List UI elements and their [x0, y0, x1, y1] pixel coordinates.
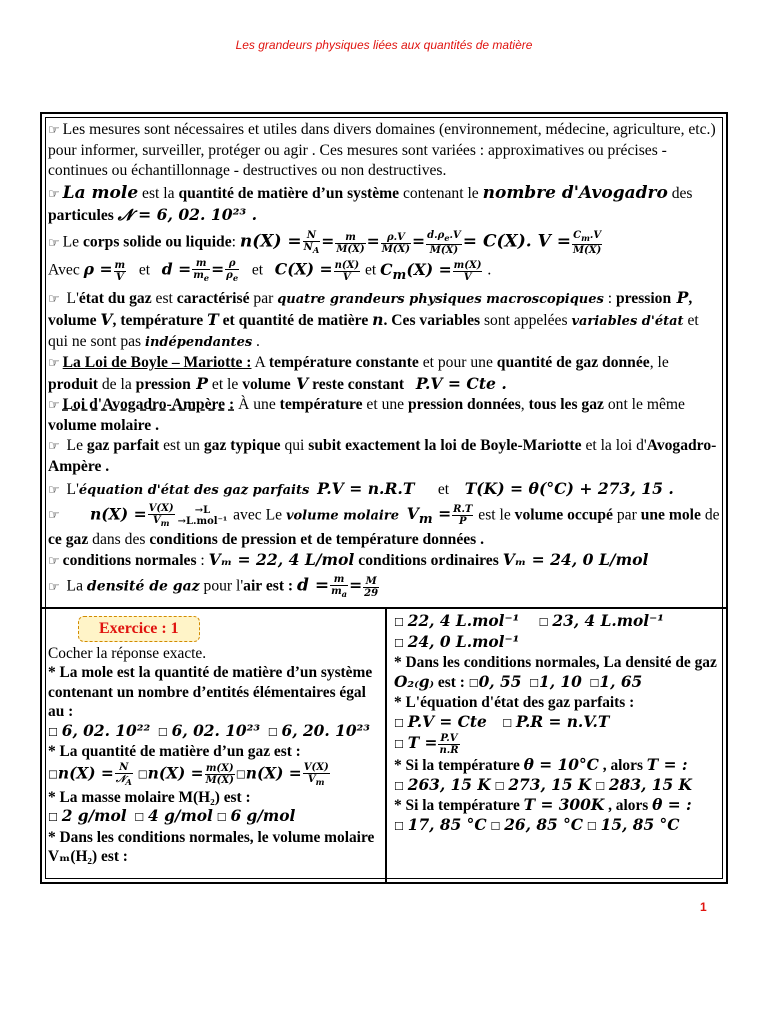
question-3-options: ☐ 2 g/mol ☐ 4 g/mol ☐ 6 g/mol: [48, 807, 296, 825]
exercise-instruction: Cocher la réponse exacte.: [48, 644, 207, 662]
checkbox-icon[interactable]: ☐: [468, 676, 479, 690]
checkbox-icon[interactable]: ☐: [137, 768, 148, 782]
paragraph-boyle-mariotte: ☞ La Loi de Boyle – Mariotte : A température constante et pour une quantité de gaz donnée, le produit de la pression P et le volume V reste constant P.V = Cte .: [48, 353, 669, 393]
question-8-options: ☐ 17, 85 °C ☐ 26, 85 °C ☐ 15, 85 °C: [394, 815, 680, 834]
exercise-right-column: [394, 612, 724, 836]
question-4: * Dans les conditions normales, le volume molaire Vₘ(H₂) est :: [48, 828, 375, 865]
checkbox-icon[interactable]: ☐: [134, 811, 145, 824]
paragraph-ideal-gas: ☞ Le gaz parfait est un gaz typique qui subit exactement la loi de Boyle-Mariotte et la loi d'Avogadro-Ampère .: [48, 436, 717, 475]
question-3: * La masse molaire M(H₂) est :: [48, 788, 251, 806]
hand-pointer-icon: ☞: [48, 291, 60, 307]
question-7-options: ☐ 263, 15 K ☐ 273, 15 K ☐ 283, 15 K: [394, 775, 692, 794]
checkbox-icon[interactable]: ☐: [394, 616, 404, 629]
checkbox-icon[interactable]: ☐: [394, 779, 404, 793]
paragraph-gas-state: ☞ L'état du gaz est caractérisé par quatre grandeurs physiques macroscopiques : pression P, volume V, température T et quantité de matière n. Ces variables sont appelées variables d'état et qui ne sont pas indépendantes .: [48, 287, 699, 350]
hand-pointer-icon: ☞: [48, 438, 60, 454]
question-1: * La mole est la quantité de matière d’un système contenant un nombre d’entités élémentaires égal au :: [48, 664, 373, 720]
page-number: 1: [700, 900, 707, 914]
question-5: * Dans les conditions normales, La densité de gaz O₂₍g₎ est : ☐0, 55 ☐1, 10 ☐1, 65: [394, 654, 717, 691]
question-8: * Si la température T = 300K , alors θ = :: [394, 796, 692, 814]
exercise-left-column: [48, 612, 380, 867]
checkbox-icon[interactable]: ☐: [394, 738, 404, 752]
paragraph-density: ☞ La densité de gaz pour l'air est : d = $\frac{m}{m_a}$ = $\frac{M}{29}$: [48, 574, 379, 600]
paragraph-measures: ☞ Les mesures sont nécessaires et utiles dans divers domaines (environnement, médecine, agriculture, etc.) pour informer, surveiller, protéger ou agir . Ces mesures sont variées : approximatives ou précises - continues ou échantillonnage - destructives ou non destructives.: [48, 121, 716, 179]
checkbox-icon[interactable]: ☐: [235, 768, 246, 782]
hand-pointer-icon: ☞: [48, 482, 60, 498]
checkbox-icon[interactable]: ☐: [48, 768, 58, 782]
question-6-options-a: ☐ P.V = Cte ☐ P.R = n.V.T: [394, 712, 610, 731]
checkbox-icon[interactable]: ☐: [589, 676, 600, 690]
checkbox-icon[interactable]: ☐: [48, 811, 58, 824]
hand-pointer-icon: ☞: [48, 355, 60, 371]
paragraph-conditions: ☞ conditions normales : Vₘ = 22, 4 L/mol conditions ordinaires Vₘ = 24, 0 L/mol: [48, 550, 649, 570]
question-4-options-b: ☐ 24, 0 L.mol⁻¹: [394, 632, 520, 651]
content-frame: [40, 112, 728, 884]
question-1-options: ☐ 6, 02. 10²² ☐ 6, 02. 10²³ ☐ 6, 20. 10²³: [48, 721, 371, 740]
paragraph-state-equation: ☞ L'équation d'état des gaz parfaits P.V = n.R.T et T(K) = θ(°C) + 273, 15 .: [48, 478, 674, 498]
checkbox-icon[interactable]: ☐: [394, 819, 404, 833]
page-header: Les grandeurs physiques liées aux quantités de matière: [235, 38, 533, 52]
checkbox-icon[interactable]: ☐: [48, 725, 58, 739]
checkbox-icon[interactable]: ☐: [490, 819, 501, 833]
hand-pointer-icon: ☞: [48, 508, 60, 524]
hand-pointer-icon: ☞: [48, 579, 60, 595]
hand-pointer-icon: ☞: [48, 187, 60, 202]
checkbox-icon[interactable]: ☐: [494, 779, 505, 793]
checkbox-icon[interactable]: ☐: [267, 725, 278, 739]
checkbox-icon[interactable]: ☐: [394, 636, 404, 650]
hand-pointer-icon: ☞: [48, 235, 60, 251]
paragraph-avogadro-ampere: ☞ Loi d'Avogadro-Ampère : À une température et une pression données, tous les gaz ont le même volume molaire .: [48, 395, 685, 434]
checkbox-icon[interactable]: ☐: [502, 716, 513, 730]
course-summary: [48, 120, 720, 600]
paragraph-avec: Avec ρ = $\frac{m}{V}$ et d = $\frac{m}{m_e}$ = $\frac{\rho}{\rho_e}$ et C(X) = $\frac{n(X)}{V}$ et $C_m(X)$ = $\frac{m(X)}{V}$ .: [48, 258, 492, 283]
hand-pointer-icon: ☞: [48, 554, 60, 570]
checkbox-icon[interactable]: ☐: [157, 725, 168, 739]
question-6: * L'équation d'état des gaz parfaits :: [394, 694, 635, 711]
checkbox-icon[interactable]: ☐: [595, 779, 606, 793]
checkbox-icon[interactable]: ☐: [394, 716, 404, 730]
checkbox-icon[interactable]: ☐: [538, 616, 549, 629]
section-divider: [42, 607, 726, 609]
paragraph-mole: ☞ La mole est la quantité de matière d’un système contenant le nombre d'Avogadro des particules 𝓝 = 6, 02. 10²³ .: [48, 183, 693, 224]
question-4-options-a: ☐ 22, 4 L.mol⁻¹ ☐ 23, 4 L.mol⁻¹: [394, 612, 665, 630]
question-7: * Si la température θ = 10°C , alors T = :: [394, 756, 688, 774]
hand-pointer-icon: ☞: [48, 397, 60, 413]
checkbox-icon[interactable]: ☐: [216, 811, 227, 824]
question-2-options: ☐n(X) = $\frac{N}{𝒩_A}$ ☐n(X) = $\frac{m(X)}{M(X)}$ ☐n(X) = $\frac{V(X)}{V_m}$: [48, 761, 329, 787]
question-6-options-b: ☐ T = $\frac{P.V}{n.R}$: [394, 733, 459, 756]
checkbox-icon[interactable]: ☐: [529, 676, 539, 690]
hand-pointer-icon: ☞: [48, 123, 60, 138]
paragraph-molar-volume: ☞ n(X) = $\frac{V(X)}{V_m}$ →L →L.mol⁻¹ avec Le volume molaire $V_m$ = $\frac{R.T}{P}$ est le volume occupé par une mole de ce gaz dans des conditions de pression et de température données .: [48, 502, 720, 549]
exercise-badge: Exercice : 1: [78, 616, 200, 642]
question-2: * La quantité de matière d’un gaz est :: [48, 743, 301, 760]
paragraph-solid-liquid: ☞ Le corps solide ou liquide: n(X) = $\frac{N}{N_A}$ = $\frac{m}{M(X)}$ = $\frac{\rho.V}{M(X)}$ = $\frac{d.\rho_e.V}{M(X)}$ = C(X). V = $\frac{C_m.V}{M(X)}$: [48, 230, 602, 256]
column-divider: [385, 607, 387, 883]
checkbox-icon[interactable]: ☐: [586, 819, 597, 833]
